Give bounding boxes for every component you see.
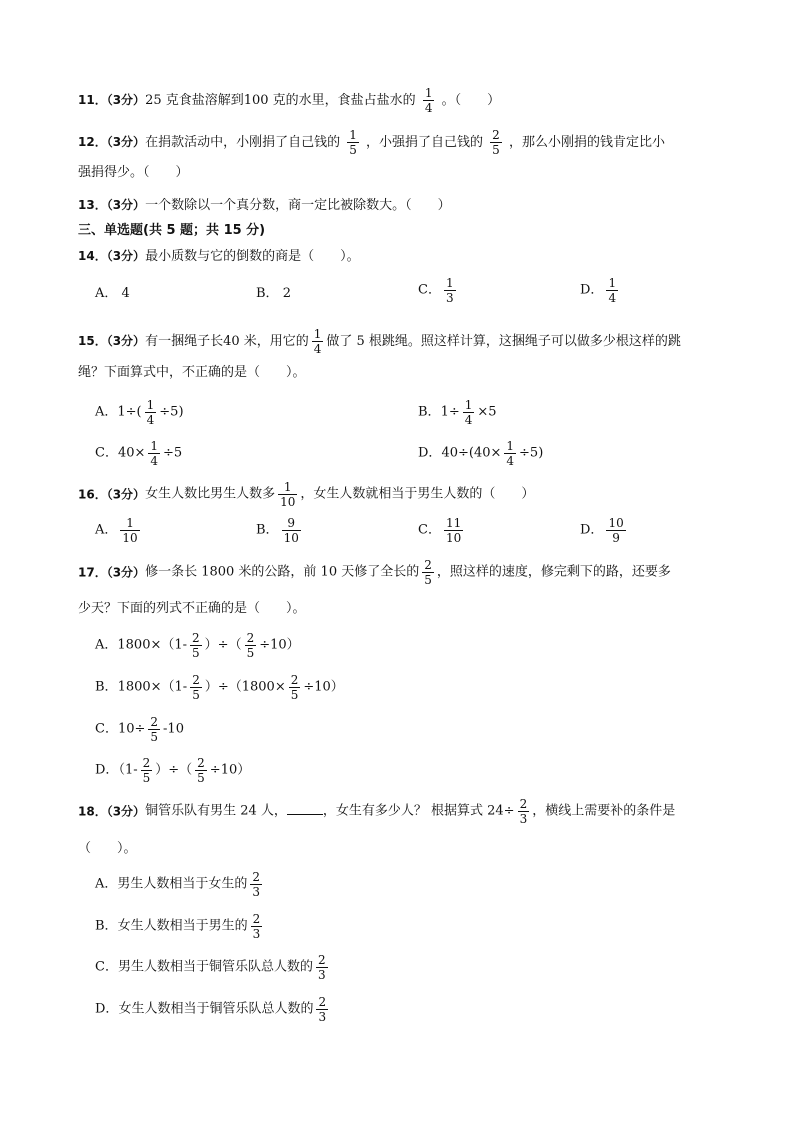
question-number: 13． (78, 198, 107, 212)
option-b[interactable]: B．1800×（1- $\frac{2}{5}$ ）÷（1800× $\frac{2}{5}$ ÷10） (95, 673, 344, 702)
question-15-line2: 绳？下面算式中，不正确的是（ ）。 (78, 365, 306, 380)
question-11 (78, 86, 500, 115)
question-text: ，女生有多少人？ 根据算式 24÷ (322, 803, 515, 819)
question-score: （3分） (106, 249, 146, 263)
question-text: ，女生人数就相当于男生人数的（ ） (300, 486, 535, 502)
question-score: （3分） (106, 198, 146, 212)
option-d[interactable]: D．40÷(40× $\frac{1}{4}$ ÷5) (418, 439, 544, 468)
question-15 (78, 327, 681, 356)
question-number: 15． (78, 334, 107, 348)
question-17 (78, 558, 671, 587)
option-c[interactable]: C．40× $\frac{1}{4}$ ÷5 (95, 439, 183, 468)
question-18 (78, 797, 675, 826)
option-c[interactable]: C．男生人数相当于铜管乐队总人数的 $\frac{2}{3}$ (95, 953, 326, 982)
option-d[interactable]: D．女生人数相当于铜管乐队总人数的 $\frac{2}{3}$ (95, 995, 327, 1024)
question-text: ，小强捐了自己钱的 (366, 135, 484, 150)
option-d[interactable]: D．（1- $\frac{2}{5}$ ）÷（ $\frac{2}{5}$ ÷10） (95, 756, 251, 785)
option-b[interactable]: B．1÷ $\frac{1}{4}$ ×5 (418, 398, 497, 427)
fraction: $\frac{1}{4}$ (424, 86, 433, 115)
question-text: ，那么小刚捐的钱肯定比小 (508, 135, 665, 150)
question-score: （3分） (106, 804, 146, 819)
option-a[interactable]: A．1÷( $\frac{1}{4}$ ÷5) (95, 398, 184, 427)
question-text: ，横线上需要补的条件是 (532, 803, 676, 819)
answer-bracket: 。（ ） (441, 93, 501, 108)
question-number: 18． (78, 804, 107, 819)
option-c[interactable]: C． $\frac{1}{3}$ (418, 276, 454, 305)
option-a[interactable]: A．1800×（1- $\frac{2}{5}$ ）÷（ $\frac{2}{5}$ ÷10） (95, 631, 300, 660)
blank-line (287, 802, 323, 815)
question-13 (78, 196, 451, 215)
option-a[interactable]: A． 4 (95, 286, 130, 301)
question-text: 一个数除以一个真分数，商一定比被除数大。（ ） (145, 198, 451, 213)
question-18-line2: （ ）。 (78, 841, 137, 856)
option-d[interactable]: D． $\frac{1}{4}$ (580, 276, 617, 305)
question-text: 最小质数与它的倒数的商是（ ）。 (145, 249, 360, 264)
fraction: $\frac{1}{4}$ (313, 327, 322, 356)
question-text: 25 克食盐溶解到100 克的水里，食盐占盐水的 (145, 93, 416, 108)
fraction: $\frac{1}{5}$ (349, 128, 357, 157)
option-a[interactable]: A．男生人数相当于女生的 $\frac{2}{3}$ (95, 870, 261, 899)
question-number: 11． (78, 93, 107, 107)
fraction: $\frac{2}{5}$ (424, 558, 432, 587)
section-title: 三、单选题(共 5 题；共 15 分) (78, 223, 266, 238)
fraction: $\frac{1}{10}$ (280, 480, 296, 509)
question-text: 铜管乐队有男生 24 人， (145, 803, 287, 819)
option-c[interactable]: C． $\frac{11}{10}$ (418, 516, 462, 545)
question-text: 女生人数比男生人数多 (145, 486, 276, 502)
question-text: 有一捆绳子长40 米，用它的 (145, 334, 309, 349)
question-12-line2: 强捐得少。（ ） (78, 165, 189, 180)
question-number: 14． (78, 249, 107, 263)
question-number: 17． (78, 565, 107, 580)
question-number: 16． (78, 487, 107, 502)
option-b[interactable]: B．女生人数相当于男生的 $\frac{2}{3}$ (95, 912, 261, 941)
question-score: （3分） (106, 334, 146, 348)
fraction: $\frac{2}{3}$ (519, 797, 528, 826)
option-b[interactable]: B． $\frac{9}{10}$ (256, 516, 299, 545)
question-text: 修一条长 1800 米的公路，前 10 天修了全长的 (145, 564, 420, 580)
question-text: ，照这样的速度，修完剩下的路，还要多 (436, 564, 671, 580)
fraction: $\frac{2}{5}$ (492, 128, 500, 157)
question-score: （3分） (106, 487, 146, 502)
question-score: （3分） (106, 135, 146, 149)
question-14 (78, 247, 360, 266)
question-score: （3分） (106, 93, 146, 107)
option-a[interactable]: A． $\frac{1}{10}$ (95, 516, 138, 545)
option-b[interactable]: B． 2 (256, 286, 291, 301)
question-text: 做了 5 根跳绳。照这样计算，这捆绳子可以做多少根这样的跳 (326, 334, 681, 349)
question-16 (78, 480, 534, 509)
question-17-line2: 少天？下面的列式不正确的是（ ）。 (78, 601, 306, 616)
option-d[interactable]: D． $\frac{10}{9}$ (580, 516, 624, 545)
question-score: （3分） (106, 565, 146, 580)
option-c[interactable]: C．10÷ $\frac{2}{5}$ -10 (95, 715, 184, 744)
question-12 (78, 128, 665, 157)
question-text: 在捐款活动中，小刚捐了自己钱的 (145, 135, 341, 150)
question-number: 12． (78, 135, 107, 149)
